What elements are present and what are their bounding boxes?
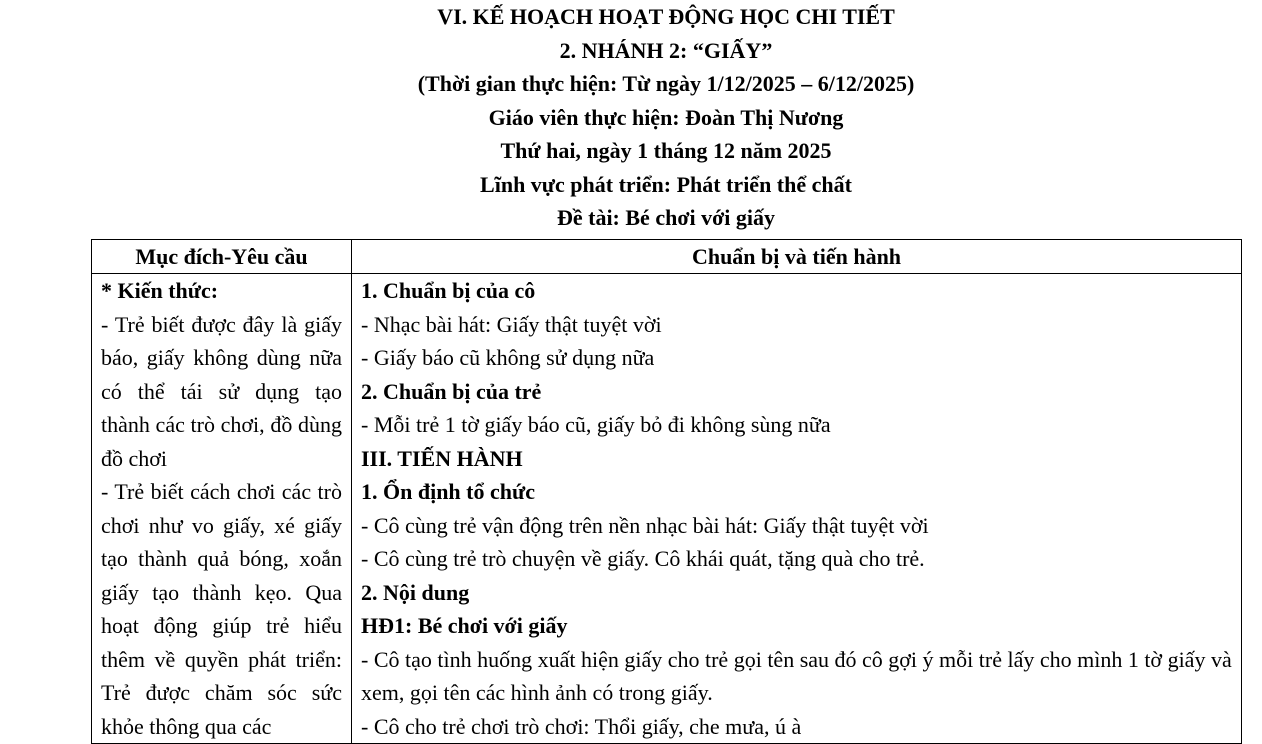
list-item: - Cô cùng trẻ trò chuyện về giấy. Cô khái quát, tặng quà cho trẻ. (361, 546, 925, 571)
section-title: VI. KẾ HOẠCH HOẠT ĐỘNG HỌC CHI TIẾT (437, 4, 895, 29)
document-header (0, 0, 1262, 235)
lesson-date: Thứ hai, ngày 1 tháng 12 năm 2025 (500, 138, 832, 163)
prep-teacher-title: 1. Chuẩn bị của cô (361, 278, 536, 303)
knowledge-heading: * Kiến thức: (101, 278, 219, 303)
content-title: 2. Nội dung (361, 579, 470, 605)
table-row (92, 274, 1242, 744)
list-item: - Cô cùng trẻ vận động trên nền nhạc bài hát: Giấy thật tuyệt vời (361, 512, 929, 538)
procedure-title: III. TIẾN HÀNH (361, 445, 523, 471)
list-item: - Giấy báo cũ không sử dụng nữa (361, 345, 655, 370)
activity1-title: HĐ1: Bé chơi với giấy (361, 613, 568, 638)
stabilize-title: 1. Ổn định tổ chức (361, 479, 535, 504)
list-item: - Nhạc bài hát: Giấy thật tuyệt vời (361, 311, 662, 337)
time-range: (Thời gian thực hiện: Từ ngày 1/12/2025 – 6/12/2025) (417, 71, 915, 96)
column-header-preparation: Chuẩn bị và tiến hành (352, 240, 1242, 274)
branch-title: 2. NHÁNH 2: “GIẤY” (559, 37, 773, 63)
table-header-row (92, 240, 1242, 274)
prep-child-title: 2. Chuẩn bị của trẻ (361, 378, 542, 404)
objectives-cell (92, 274, 352, 744)
objective-paragraph: - Trẻ biết cách chơi các trò chơi như vo giấy, xé giấy tạo thành quả bóng, xoắn giấy tạo thành kẹo. Qua hoạt động giúp trẻ hiểu thêm về quyền phát triển: Trẻ được chăm sóc sức khỏe thông qua các (101, 479, 342, 739)
list-item: - Mỗi trẻ 1 tờ giấy báo cũ, giấy bỏ đi không sùng nữa (361, 412, 831, 437)
column-header-objectives: Mục đích-Yêu cầu (92, 240, 352, 274)
lesson-topic: Đề tài: Bé chơi với giấy (556, 205, 776, 230)
list-item: - Cô tạo tình huống xuất hiện giấy cho trẻ gọi tên sau đó cô gợi ý mỗi trẻ lấy cho mình 1 tờ giấy và xem, gọi tên các hình ảnh có trong giấy. (361, 646, 1232, 705)
teacher-name: Giáo viên thực hiện: Đoàn Thị Nương (488, 104, 844, 130)
preparation-cell (352, 274, 1242, 744)
lesson-plan-table (91, 239, 1242, 744)
list-item: - Cô cho trẻ chơi trò chơi: Thổi giấy, che mưa, ú à (361, 713, 802, 739)
objective-paragraph: - Trẻ biết được đây là giấy báo, giấy không dùng nữa có thể tái sử dụng tạo thành các trò chơi, đồ dùng đồ chơi (101, 311, 342, 471)
development-field: Lĩnh vực phát triển: Phát triển thể chất (480, 171, 852, 197)
